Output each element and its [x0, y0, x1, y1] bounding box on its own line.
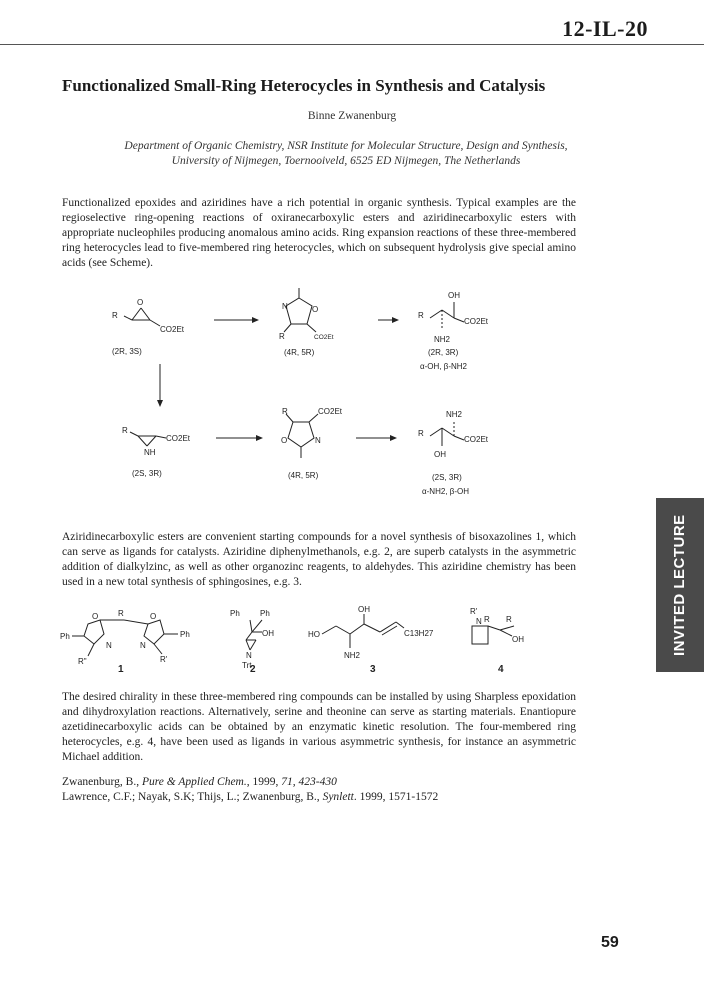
atom-co2et: CO2Et [464, 435, 489, 444]
atom-Ph: Ph [60, 632, 70, 641]
atom-HO: HO [308, 630, 320, 639]
atom-R: R [282, 407, 288, 416]
paragraph-applications: Aziridinecarboxylic esters are convenient starting compounds for a novel synthesis of bisoxazolines 1, which can serve as ligands for catalysts. Aziridine diphenylmethanols, e.g. 2, are superb catalysts in the asymmetric addition of dialkylzinc, as well as other organozinc reagents, to aldehydes. This aziridine chemistry has been used in a new total synthesis of sphingosines, e.g. 3. [62, 531, 576, 588]
compound-1-bisoxazoline [72, 620, 178, 656]
atom-Ph: Ph [230, 609, 240, 618]
page-number: 59 [601, 934, 619, 951]
compound-3-sphingosine [322, 614, 404, 648]
atom-R-prime: R' [470, 607, 478, 616]
atom-N: N [246, 651, 252, 660]
atom-R: R [112, 311, 118, 320]
atom-NH2: NH2 [446, 410, 463, 419]
atom-co2et: CO2Et [318, 407, 343, 416]
atom-Ph: Ph [180, 630, 190, 639]
amino-ester-alpha-nh2 [430, 420, 464, 446]
compound-2-aziridine-carbinol [246, 620, 262, 650]
compounds-figure [0, 602, 704, 680]
oxazoline-4R5R-bottom [286, 414, 318, 458]
atom-co2et: CO2Et [464, 317, 489, 326]
atom-R: R [484, 615, 490, 624]
reaction-scheme [0, 280, 704, 500]
author: Binne Zwanenburg [307, 110, 397, 122]
atom-R: R [279, 332, 285, 341]
atom-R: R [418, 311, 424, 320]
paragraph-chirality: The desired chirality in these three-membered ring compounds can be installed by using Sharpless epoxidation and dihydroxylation reactions. Alternatively, serine and theonine can serve as starting materials. Enantiopure azetidinecarboxylic acids can be obtained by an enzymatic kinetic resolution. The four-membered ring heterocycles, e.g. 4, have been used as ligands in various asymmetric synthesis, for instance an asymmetric Michael addition. [62, 691, 576, 763]
atom-OH: OH [512, 635, 524, 644]
atom-C13H27: C13H27 [404, 629, 434, 638]
reference-1 [62, 775, 438, 790]
atom-OH: OH [434, 450, 446, 459]
reference-authors: Lawrence, C.F.; Nayak, S.K; Thijs, L.; Zwanenburg, B., [62, 791, 323, 803]
stereo-r2-end-desc: α-NH2, β-OH [422, 487, 470, 496]
stereo-r1-start: (2R, 3S) [112, 347, 142, 356]
atom-NH2: NH2 [434, 335, 451, 344]
references [62, 775, 438, 805]
atom-N: N [476, 617, 482, 626]
aziridine-2S3R [130, 432, 166, 446]
invited-lecture-tab [656, 498, 704, 672]
paper-title: Functionalized Small-Ring Heterocycles in Synthesis and Catalysis [62, 76, 546, 95]
amino-ester-alpha-oh [430, 302, 464, 330]
stereo-r2-start: (2S, 3R) [132, 469, 162, 478]
atom-NH2: NH2 [344, 651, 361, 660]
atom-co2et: CO2Et [160, 325, 185, 334]
atom-R: R [418, 429, 424, 438]
reference-detail: 71, 423-430 [281, 776, 337, 788]
reference-2 [62, 790, 438, 805]
atom-O: O [92, 612, 99, 621]
atom-N: N [282, 302, 288, 311]
compound-number-1: 1 [118, 664, 124, 675]
atom-OH: OH [448, 291, 460, 300]
reference-journal: Synlett [322, 791, 354, 803]
reference-year: , 1999, [246, 776, 282, 788]
affiliation [56, 139, 636, 169]
stereo-r1-end: (2R, 3R) [428, 348, 459, 357]
reference-year: . 1999, [353, 791, 389, 803]
reference-authors: Zwanenburg, B., [62, 776, 142, 788]
atom-OH: OH [262, 629, 274, 638]
reference-journal: Pure & Applied Chem. [141, 776, 247, 788]
header-rule [0, 44, 704, 45]
invited-lecture-label: INVITED LECTURE [671, 514, 688, 656]
affiliation-line1: Department of Organic Chemistry, NSR Institute for Molecular Structure, Design and Synthesis, [124, 140, 568, 152]
compound-number-3: 3 [370, 664, 376, 675]
atom-O: O [137, 298, 144, 307]
atom-Ph: Ph [260, 609, 270, 618]
atom-R-double-prime: R" [78, 657, 87, 666]
paper-code: 12-IL-20 [562, 16, 648, 41]
stereo-r2-mid: (4R, 5R) [288, 471, 319, 480]
atom-O: O [312, 305, 319, 314]
atom-R: R [506, 615, 512, 624]
atom-R: R [122, 426, 128, 435]
compound-number-2: 2 [250, 664, 256, 675]
atom-co2et: CO2Et [166, 434, 191, 443]
atom-co2et: CO2Et [314, 334, 334, 341]
stereo-r1-mid: (4R, 5R) [284, 348, 315, 357]
atom-NH: NH [144, 448, 156, 457]
compound-4-azetidine [472, 626, 514, 644]
atom-N: N [106, 641, 112, 650]
atom-N: N [315, 436, 321, 445]
compound-number-4: 4 [498, 664, 504, 675]
atom-O: O [150, 612, 157, 621]
stereo-r2-end: (2S, 3R) [432, 473, 462, 482]
atom-Trt: Trt [242, 661, 252, 670]
atom-R-prime: R' [160, 655, 168, 664]
reference-detail: 1571-1572 [388, 791, 439, 803]
stereo-r1-end-desc: α-OH, β-NH2 [420, 362, 468, 371]
atom-OH: OH [358, 605, 370, 614]
paragraph-intro: Functionalized epoxides and aziridines have a rich potential in organic synthesis. Typical examples are the regioselective ring-opening reactions of oxiranecarboxylic esters and aziridinecarboxylic esters with appropriate nucleophiles producing anomalous amino acids. Ring expansion reactions of these three-membered ring heterocycles lead to five-membered ring heterocycles, which on subsequent hydrolysis give special amino acids (see Scheme). [62, 197, 576, 269]
atom-N: N [140, 641, 146, 650]
epoxide-2R3S [124, 308, 160, 326]
atom-O: O [281, 436, 288, 445]
affiliation-line2: University of Nijmegen, Toernooiveld, 6525 ED Nijmegen, The Netherlands [171, 155, 521, 167]
atom-R: R [118, 609, 124, 618]
